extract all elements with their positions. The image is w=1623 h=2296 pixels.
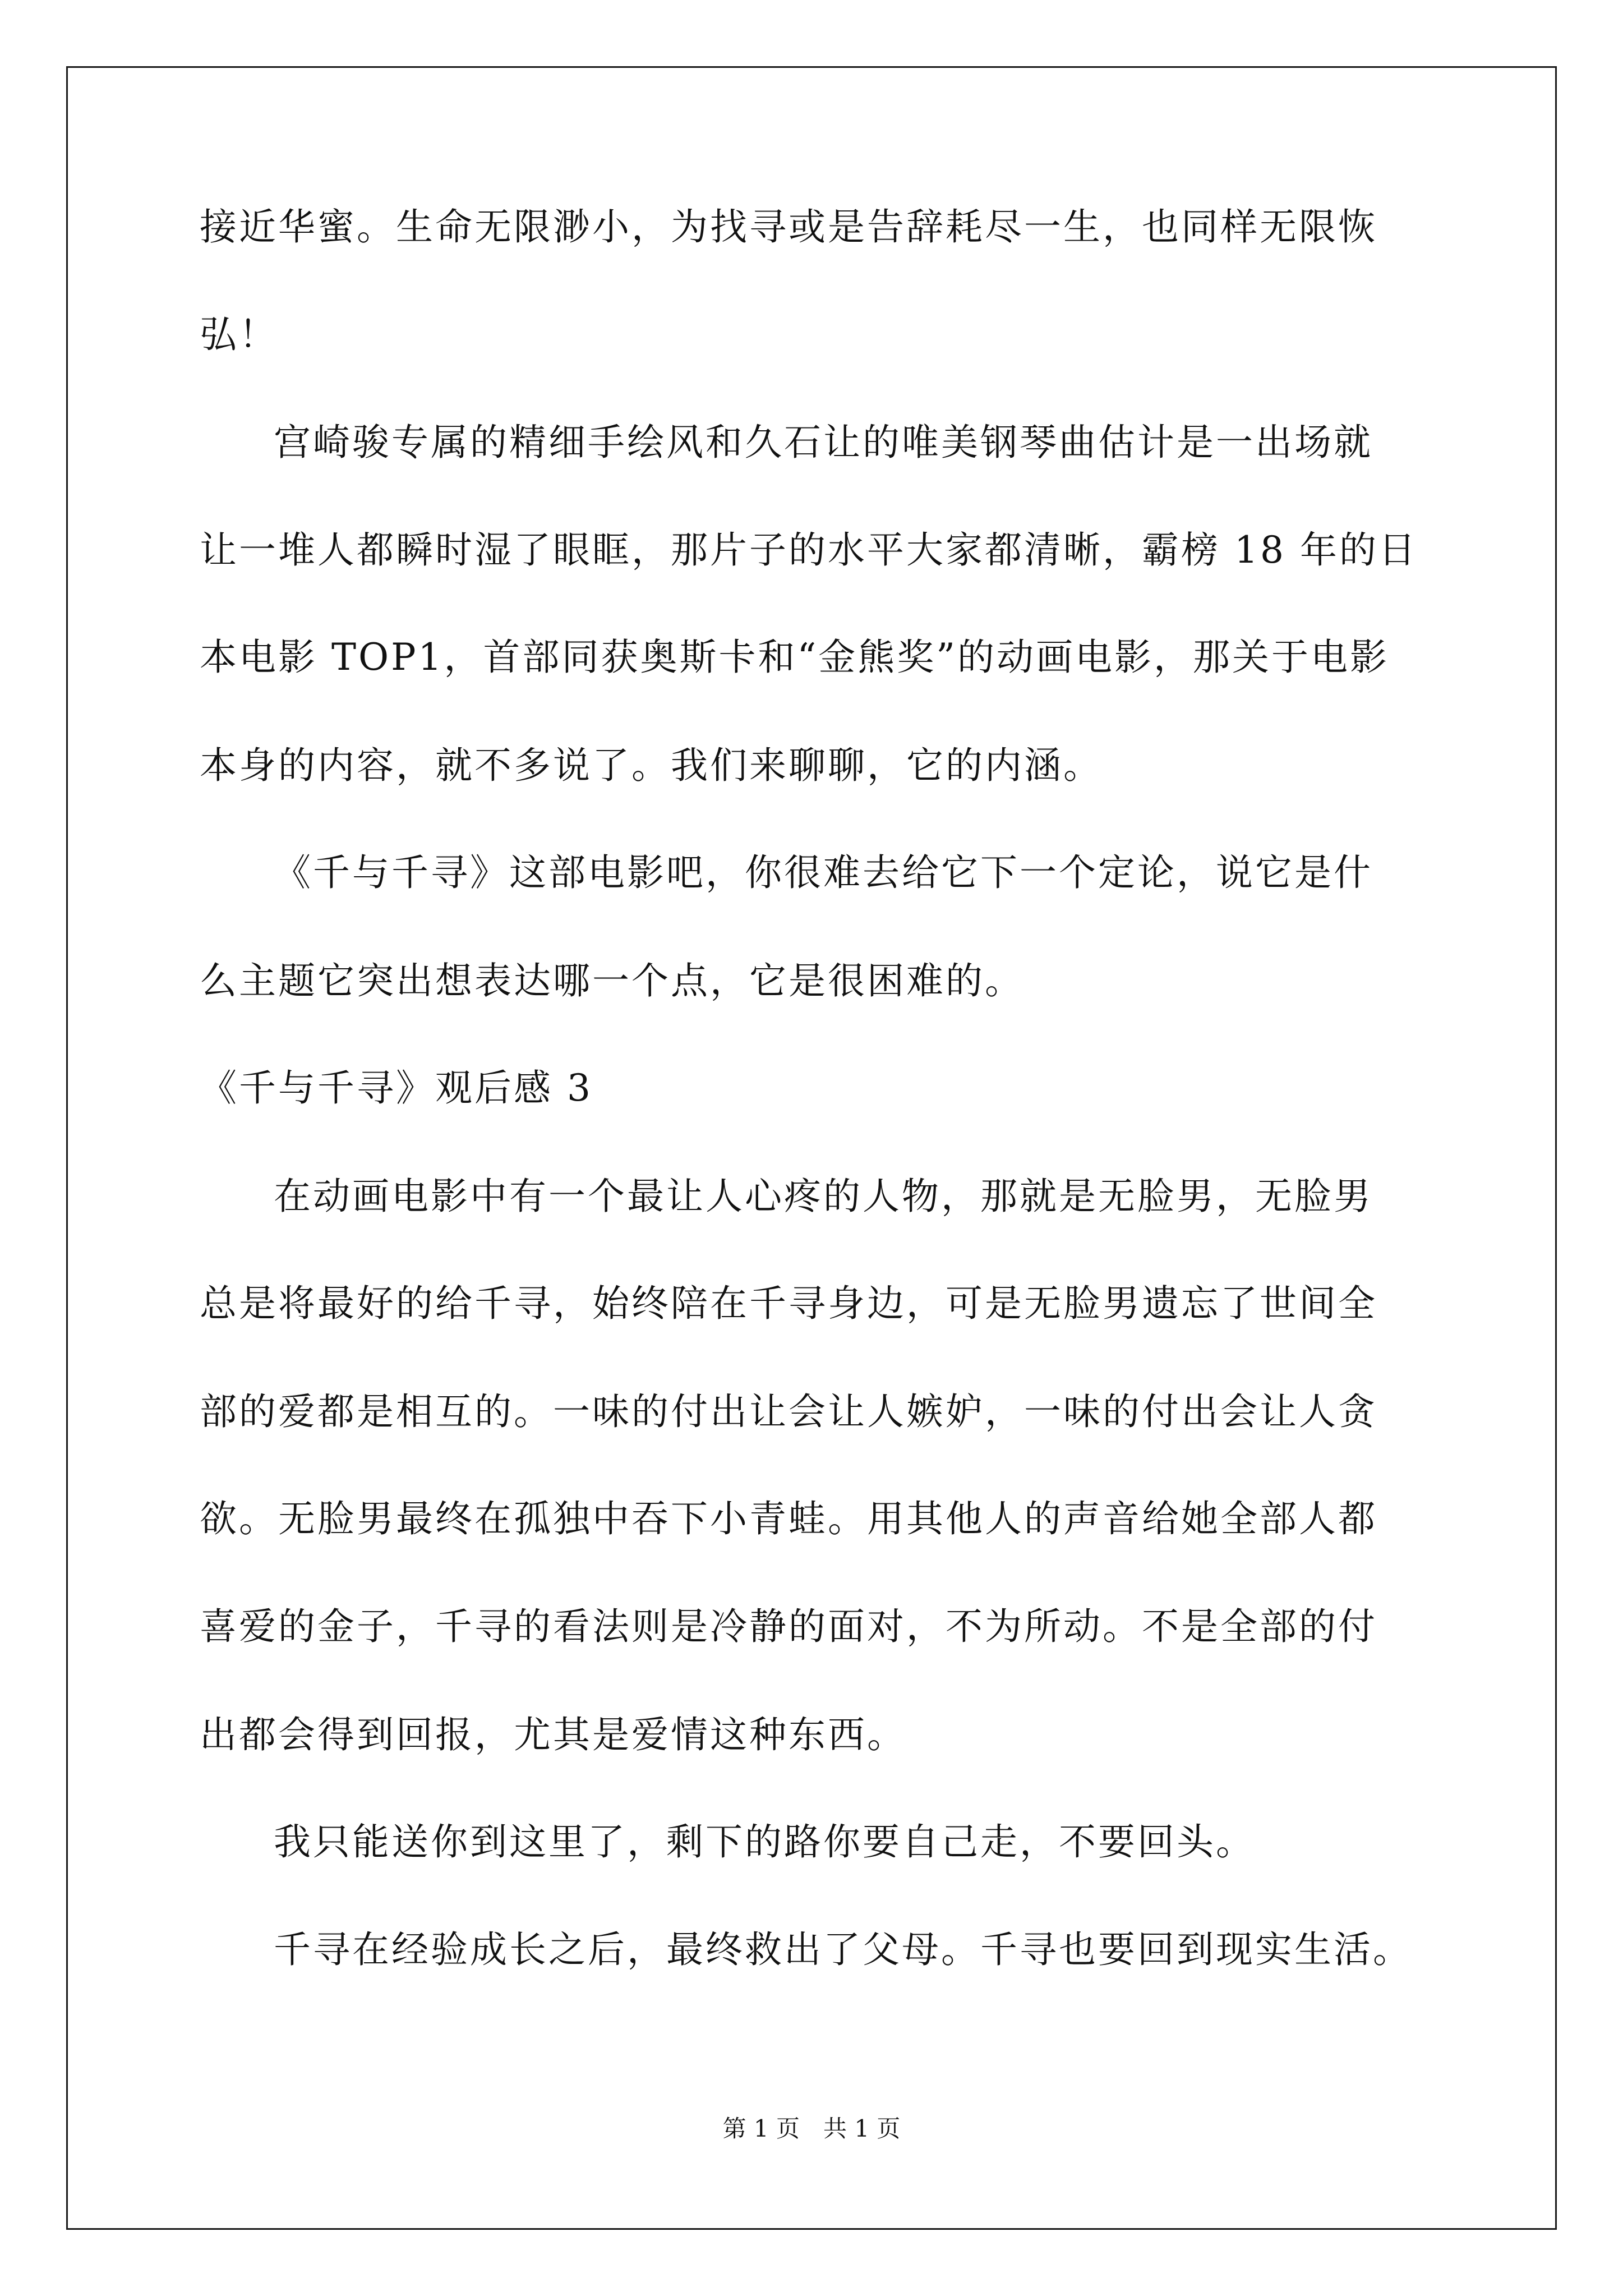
paragraph-line: 欲。无脸男最终在孤独中吞下小青蛙。用其他人的声音给她全部人都 (200, 1497, 1377, 1540)
paragraph-line: 出都会得到回报，尤其是爱情这种东西。 (200, 1713, 906, 1756)
page-footer: 第 1 页 共 1 页 (722, 2115, 901, 2142)
paragraph-line: 《千与千寻》这部电影吧，你很难去给它下一个定论，说它是什 (274, 851, 1373, 894)
paragraph-line: 千寻在经验成长之后，最终救出了父母。千寻也要回到现实生活。 (274, 1928, 1412, 1971)
paragraph-line: 么主题它突出想表达哪一个点，它是很困难的。 (200, 959, 1024, 1002)
paragraph-line: 宫崎骏专属的精细手绘风和久石让的唯美钢琴曲估计是一出场就 (274, 421, 1373, 464)
paragraph-line: 接近华蜜。生命无限渺小，为找寻或是告辞耗尽一生，也同样无限恢 (200, 205, 1377, 249)
paragraph-line: 喜爱的金子，千寻的看法则是冷静的面对，不为所动。不是全部的付 (200, 1605, 1377, 1648)
section-heading: 《千与千寻》观后感 3 (200, 1066, 593, 1110)
paragraph-line: 在动画电影中有一个最让人心疼的人物，那就是无脸男，无脸男 (274, 1175, 1373, 1218)
paragraph-line: 本身的内容，就不多说了。我们来聊聊，它的内涵。 (200, 744, 1103, 787)
paragraph-line: 总是将最好的给千寻，始终陪在千寻身边，可是无脸男遗忘了世间全 (200, 1282, 1377, 1325)
paragraph-line: 弘！ (200, 313, 278, 356)
page-border (66, 66, 1557, 2230)
paragraph-line: 本电影 TOP1，首部同获奥斯卡和“金熊奖”的动画电影，那关于电影 (200, 636, 1389, 679)
paragraph-line: 我只能送你到这里了，剩下的路你要自己走，不要回头。 (274, 1820, 1255, 1864)
paragraph-line: 部的爱都是相互的。一味的付出让会让人嫉妒，一味的付出会让人贪 (200, 1390, 1377, 1433)
paragraph-line: 让一堆人都瞬时湿了眼眶，那片子的水平大家都清晰，霸榜 18 年的日 (200, 528, 1418, 572)
